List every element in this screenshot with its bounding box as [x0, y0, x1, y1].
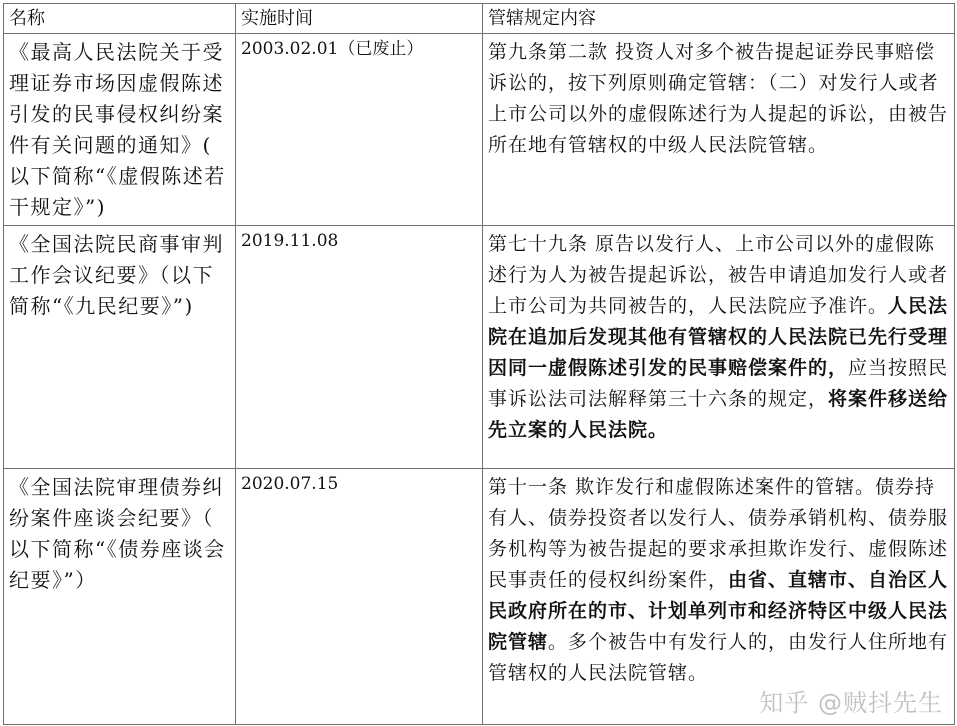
content-emphasis: 由省、直辖市、自治区人民政府所在的市、计划单列市和经济特区中级人民法院管辖 [488, 569, 949, 653]
content-text: 第九条第二款 投资人对多个被告提起证券民事赔偿诉讼的，按下列原则确定管辖：（二）对发行人或者上市公司以外的虚假陈述行为人提起的诉讼，由被告所在地有管辖权的中级人民法院管辖。 [488, 41, 949, 156]
effective-date: 2003.02.01（已废止） [236, 34, 483, 226]
header-name: 名称 [4, 4, 236, 34]
effective-date: 2020.07.15 [236, 469, 483, 725]
content-emphasis: 将案件移送给先立案的人民法院。 [488, 388, 949, 441]
header-date: 实施时间 [236, 4, 483, 34]
table-row [4, 469, 955, 725]
content-text: 。多个被告中有发行人的，由发行人住所地有管辖权的人民法院管辖。 [488, 631, 949, 684]
zhihu-watermark: 知乎 @贼抖先生 [759, 689, 943, 717]
table-header-row [4, 4, 955, 34]
content-text: 第十一条 欺诈发行和虚假陈述案件的管辖。债券持有人、债券投资者以发行人、债券承销机构、债券服务机构等为被告提起的要求承担欺诈发行、虚假陈述民事责任的侵权纠纷案件， [488, 476, 949, 591]
regulation-name: 《全国法院民商事审判工作会议纪要》（以下简称“《九民纪要》”) [4, 226, 236, 469]
header-content: 管辖规定内容 [483, 4, 955, 34]
table-row [4, 34, 955, 226]
content-text: 应当按照民事诉讼法司法解释第三十六条的规定， [488, 357, 949, 410]
table-row [4, 226, 955, 469]
regulation-name: 《最高人民法院关于受理证券市场因虚假陈述引发的民事侵权纠纷案件有关问题的通知》(以下简称“《虚假陈述若干规定》”) [4, 34, 236, 226]
effective-date: 2019.11.08 [236, 226, 483, 469]
content-text: 第七十九条 原告以发行人、上市公司以外的虚假陈述行为人为被告提起诉讼，被告申请追加发行人或者上市公司为共同被告的，人民法院应予准许。 [488, 233, 949, 317]
content-emphasis: 人民法院在追加后发现其他有管辖权的人民法院已先行受理因同一虚假陈述引发的民事赔偿案件的， [488, 295, 949, 379]
jurisdiction-content [483, 226, 955, 469]
regulation-name: 《全国法院审理债券纠纷案件座谈会纪要》（以下简称“《债券座谈会纪要》”） [4, 469, 236, 725]
jurisdiction-content [483, 469, 955, 725]
jurisdiction-content [483, 34, 955, 226]
regulation-table [3, 3, 955, 725]
